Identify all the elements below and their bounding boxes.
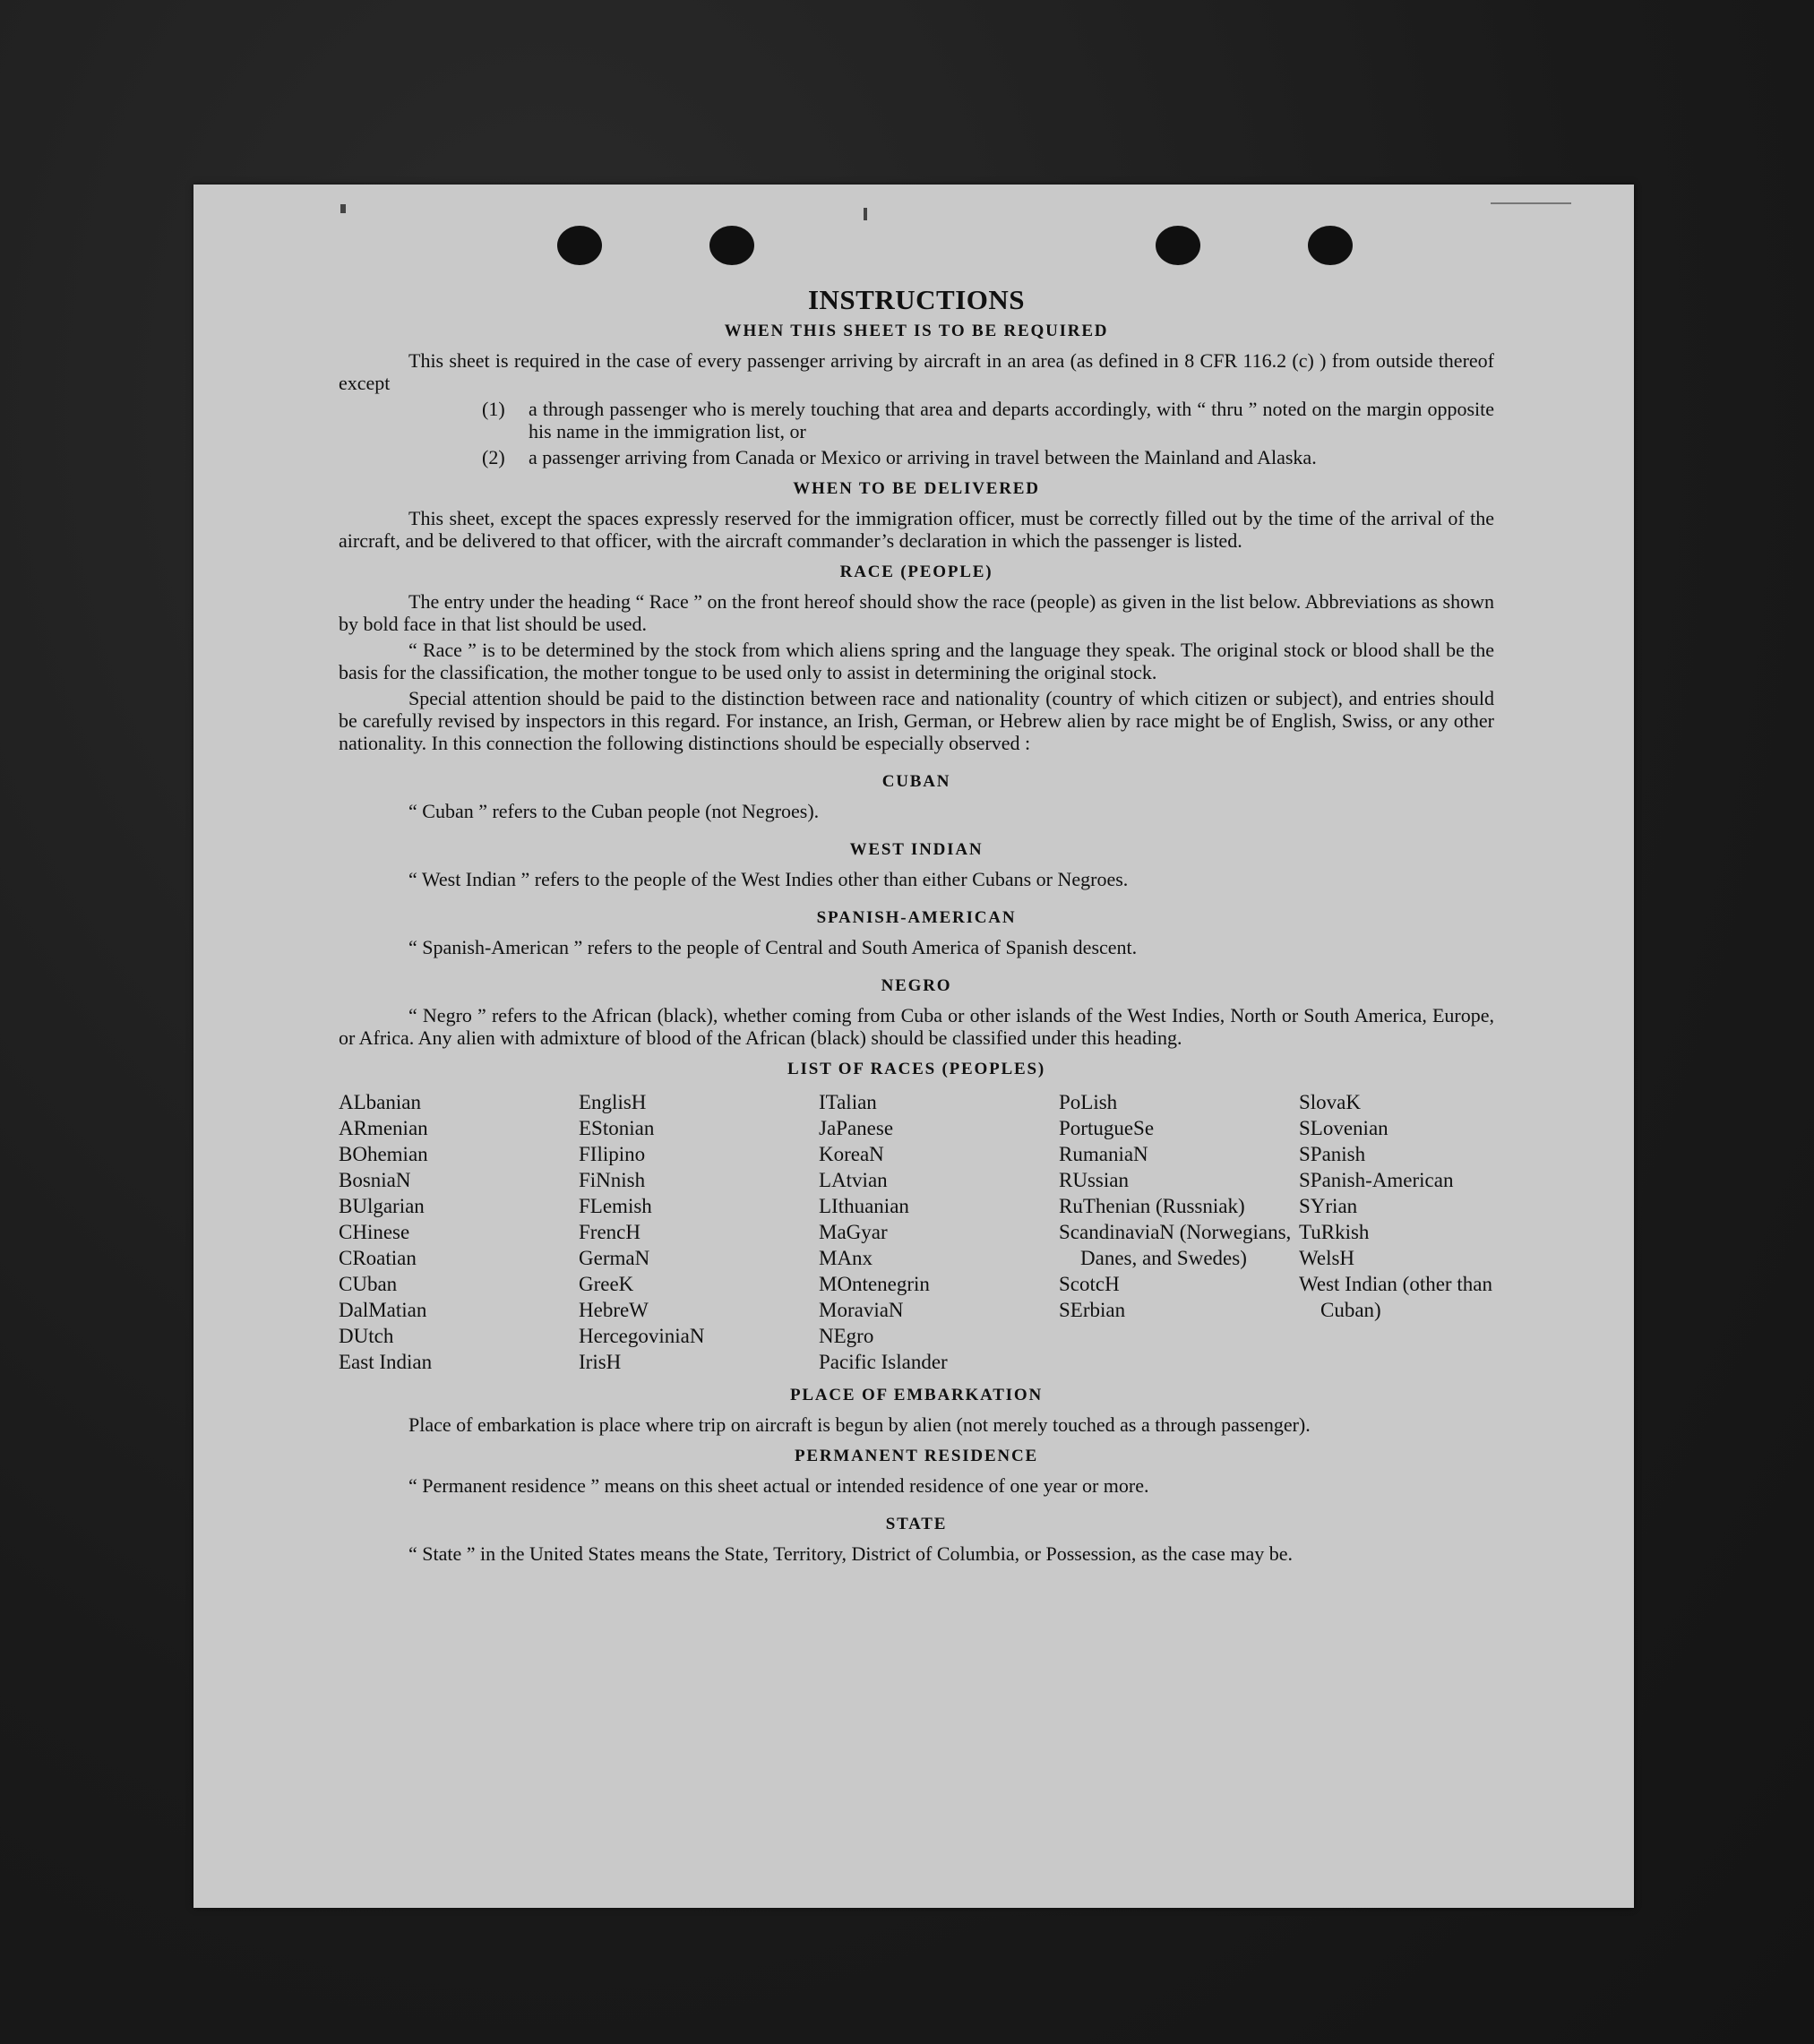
- embarkation-text: Place of embarkation is place where trip on aircraft is begun by alien (not merely touched as a through passenger).: [408, 1413, 1311, 1436]
- race-entry: SErbian: [1059, 1299, 1126, 1321]
- when-required-intro: This sheet is required in the case of every passenger arriving by aircraft in an area (as defined in 8 CFR 116.2 (c) ) from outside thereof except: [339, 349, 1494, 394]
- negro-text: “ Negro ” refers to the African (black), whether coming from Cuba or other islands of the West Indies, North or South America, Europe, or Africa. Any alien with admixture of blood of the African (black) should be classified under this heading.: [339, 1004, 1494, 1049]
- race-entry: ScotcH: [1059, 1273, 1120, 1295]
- race-entry: NEgro: [819, 1325, 874, 1347]
- race-entry: FIlipino: [579, 1143, 646, 1165]
- race-entry: IrisH: [579, 1351, 622, 1373]
- races-list: [339, 1089, 1494, 1375]
- race-entry: SPanish-American: [1299, 1169, 1454, 1191]
- exception-item: [482, 446, 1494, 468]
- races-column: [339, 1089, 579, 1375]
- race-entry: SPanish: [1299, 1143, 1366, 1165]
- race-entry: JaPanese: [819, 1117, 894, 1139]
- races-column: [819, 1089, 1059, 1375]
- races-column: [1059, 1089, 1299, 1375]
- race-entry: DUtch: [339, 1325, 394, 1347]
- when-delivered-text: This sheet, except the spaces expressly reserved for the immigration officer, must be correctly filled out by the time of the arrival of the aircraft, and be delivered to that officer, with the aircraft commander’s declaration in which the passenger is listed.: [339, 507, 1494, 552]
- race-entry: EStonian: [579, 1117, 655, 1139]
- race-entry: ARmenian: [339, 1117, 428, 1139]
- exception-number: (1): [482, 398, 505, 420]
- section-heading-embarkation: PLACE OF EMBARKATION: [790, 1386, 1043, 1404]
- race-entry: CRoatian: [339, 1247, 417, 1269]
- race-entry: MAnx: [819, 1247, 873, 1269]
- race-entry: ITalian: [819, 1091, 877, 1113]
- race-paragraph-3: Special attention should be paid to the distinction between race and nationality (country of which citizen or subject), and entries should be carefully revised by inspectors in this regard. For instance, an Irish, German, or Hebrew alien by race might be of English, Swiss, or any other nationality. In this connection the following distinctions should be especially observed :: [339, 687, 1494, 754]
- race-entry: BUlgarian: [339, 1195, 425, 1217]
- race-entry: CUban: [339, 1273, 398, 1295]
- race-entry: West Indian (other than Cuban): [1299, 1273, 1492, 1321]
- race-entry: MaGyar: [819, 1221, 888, 1243]
- race-entry: PortugueSe: [1059, 1117, 1155, 1139]
- race-entry: CHinese: [339, 1221, 410, 1243]
- race-entry: DalMatian: [339, 1299, 427, 1321]
- punch-hole: [1156, 226, 1200, 265]
- races-column: [1299, 1089, 1541, 1375]
- section-heading-list-of-races: LIST OF RACES (PEOPLES): [787, 1060, 1045, 1078]
- race-entry: KoreaN: [819, 1143, 884, 1165]
- section-heading-negro: NEGRO: [881, 976, 952, 995]
- race-paragraph-1: The entry under the heading “ Race ” on the front hereof should show the race (people) as given in the list below. Abbreviations as shown by bold face in that list should be used.: [339, 590, 1494, 635]
- race-entry: FiNnish: [579, 1169, 646, 1191]
- scan-mark: [340, 204, 346, 213]
- race-entry: RumaniaN: [1059, 1143, 1148, 1165]
- section-heading-when-delivered: WHEN TO BE DELIVERED: [793, 479, 1040, 498]
- race-entry: ALbanian: [339, 1091, 421, 1113]
- race-entry: MOntenegrin: [819, 1273, 930, 1295]
- spanish-american-text: “ Spanish-American ” refers to the people of Central and South America of Spanish descent.: [408, 936, 1138, 958]
- instructions-body: [339, 284, 1494, 1568]
- document-sheet: [193, 185, 1634, 1908]
- race-entry: Pacific Islander: [819, 1351, 948, 1373]
- race-entry: TuRkish: [1299, 1221, 1370, 1243]
- race-entry: LIthuanian: [819, 1195, 909, 1217]
- exception-number: (2): [482, 446, 505, 468]
- section-heading-state: STATE: [885, 1515, 948, 1533]
- race-entry: BosniaN: [339, 1169, 411, 1191]
- race-entry: BOhemian: [339, 1143, 428, 1165]
- west-indian-text: “ West Indian ” refers to the people of the West Indies other than either Cubans or Negroes.: [408, 868, 1129, 890]
- races-column: [579, 1089, 819, 1375]
- race-entry: HebreW: [579, 1299, 649, 1321]
- race-entry: EnglisH: [579, 1091, 647, 1113]
- race-entry: GermaN: [579, 1247, 650, 1269]
- section-heading-race: RACE (PEOPLE): [839, 563, 993, 581]
- section-heading-when-required: WHEN THIS SHEET IS TO BE REQUIRED: [724, 322, 1109, 340]
- section-heading-spanish-american: SPANISH-AMERICAN: [816, 908, 1017, 927]
- punch-hole: [1308, 226, 1353, 265]
- section-heading-cuban: CUBAN: [881, 772, 951, 791]
- race-entry: SLovenian: [1299, 1117, 1388, 1139]
- cuban-text: “ Cuban ” refers to the Cuban people (not Negroes).: [408, 800, 820, 822]
- scan-mark: [1491, 202, 1571, 204]
- residence-text: “ Permanent residence ” means on this sheet actual or intended residence of one year or more.: [408, 1474, 1149, 1497]
- race-entry: SYrian: [1299, 1195, 1358, 1217]
- race-entry: ScandinaviaN (Norwegians, Danes, and Swedes): [1059, 1221, 1292, 1269]
- race-entry: RuThenian (Russniak): [1059, 1195, 1245, 1217]
- punch-hole: [709, 226, 754, 265]
- scan-mark: [864, 208, 867, 220]
- punch-hole: [557, 226, 602, 265]
- race-entry: FrencH: [579, 1221, 640, 1243]
- race-paragraph-2: “ Race ” is to be determined by the stock from which aliens spring and the language they speak. The original stock or blood shall be the basis for the classification, the mother tongue to be used only to assist in determining the original stock.: [339, 639, 1494, 683]
- exception-text: a passenger arriving from Canada or Mexico or arriving in travel between the Mainland and Alaska.: [529, 446, 1317, 468]
- race-entry: East Indian: [339, 1351, 433, 1373]
- exception-item: [482, 398, 1494, 442]
- page-title: INSTRUCTIONS: [807, 284, 1025, 315]
- race-entry: RUssian: [1059, 1169, 1129, 1191]
- race-entry: WelsH: [1299, 1247, 1355, 1269]
- race-entry: MoraviaN: [819, 1299, 904, 1321]
- race-entry: FLemish: [579, 1195, 652, 1217]
- race-entry: PoLish: [1059, 1091, 1118, 1113]
- race-entry: GreeK: [579, 1273, 634, 1295]
- section-heading-residence: PERMANENT RESIDENCE: [795, 1447, 1038, 1465]
- race-entry: HercegoviniaN: [579, 1325, 705, 1347]
- section-heading-west-indian: WEST INDIAN: [849, 840, 984, 859]
- exception-text: a through passenger who is merely touching that area and departs accordingly, with “ thru ” noted on the margin opposite his name in the immigration list, or: [529, 398, 1494, 442]
- race-entry: LAtvian: [819, 1169, 888, 1191]
- race-entry: SlovaK: [1299, 1091, 1361, 1113]
- state-text: “ State ” in the United States means the State, Territory, District of Columbia, or Possession, as the case may be.: [408, 1542, 1294, 1565]
